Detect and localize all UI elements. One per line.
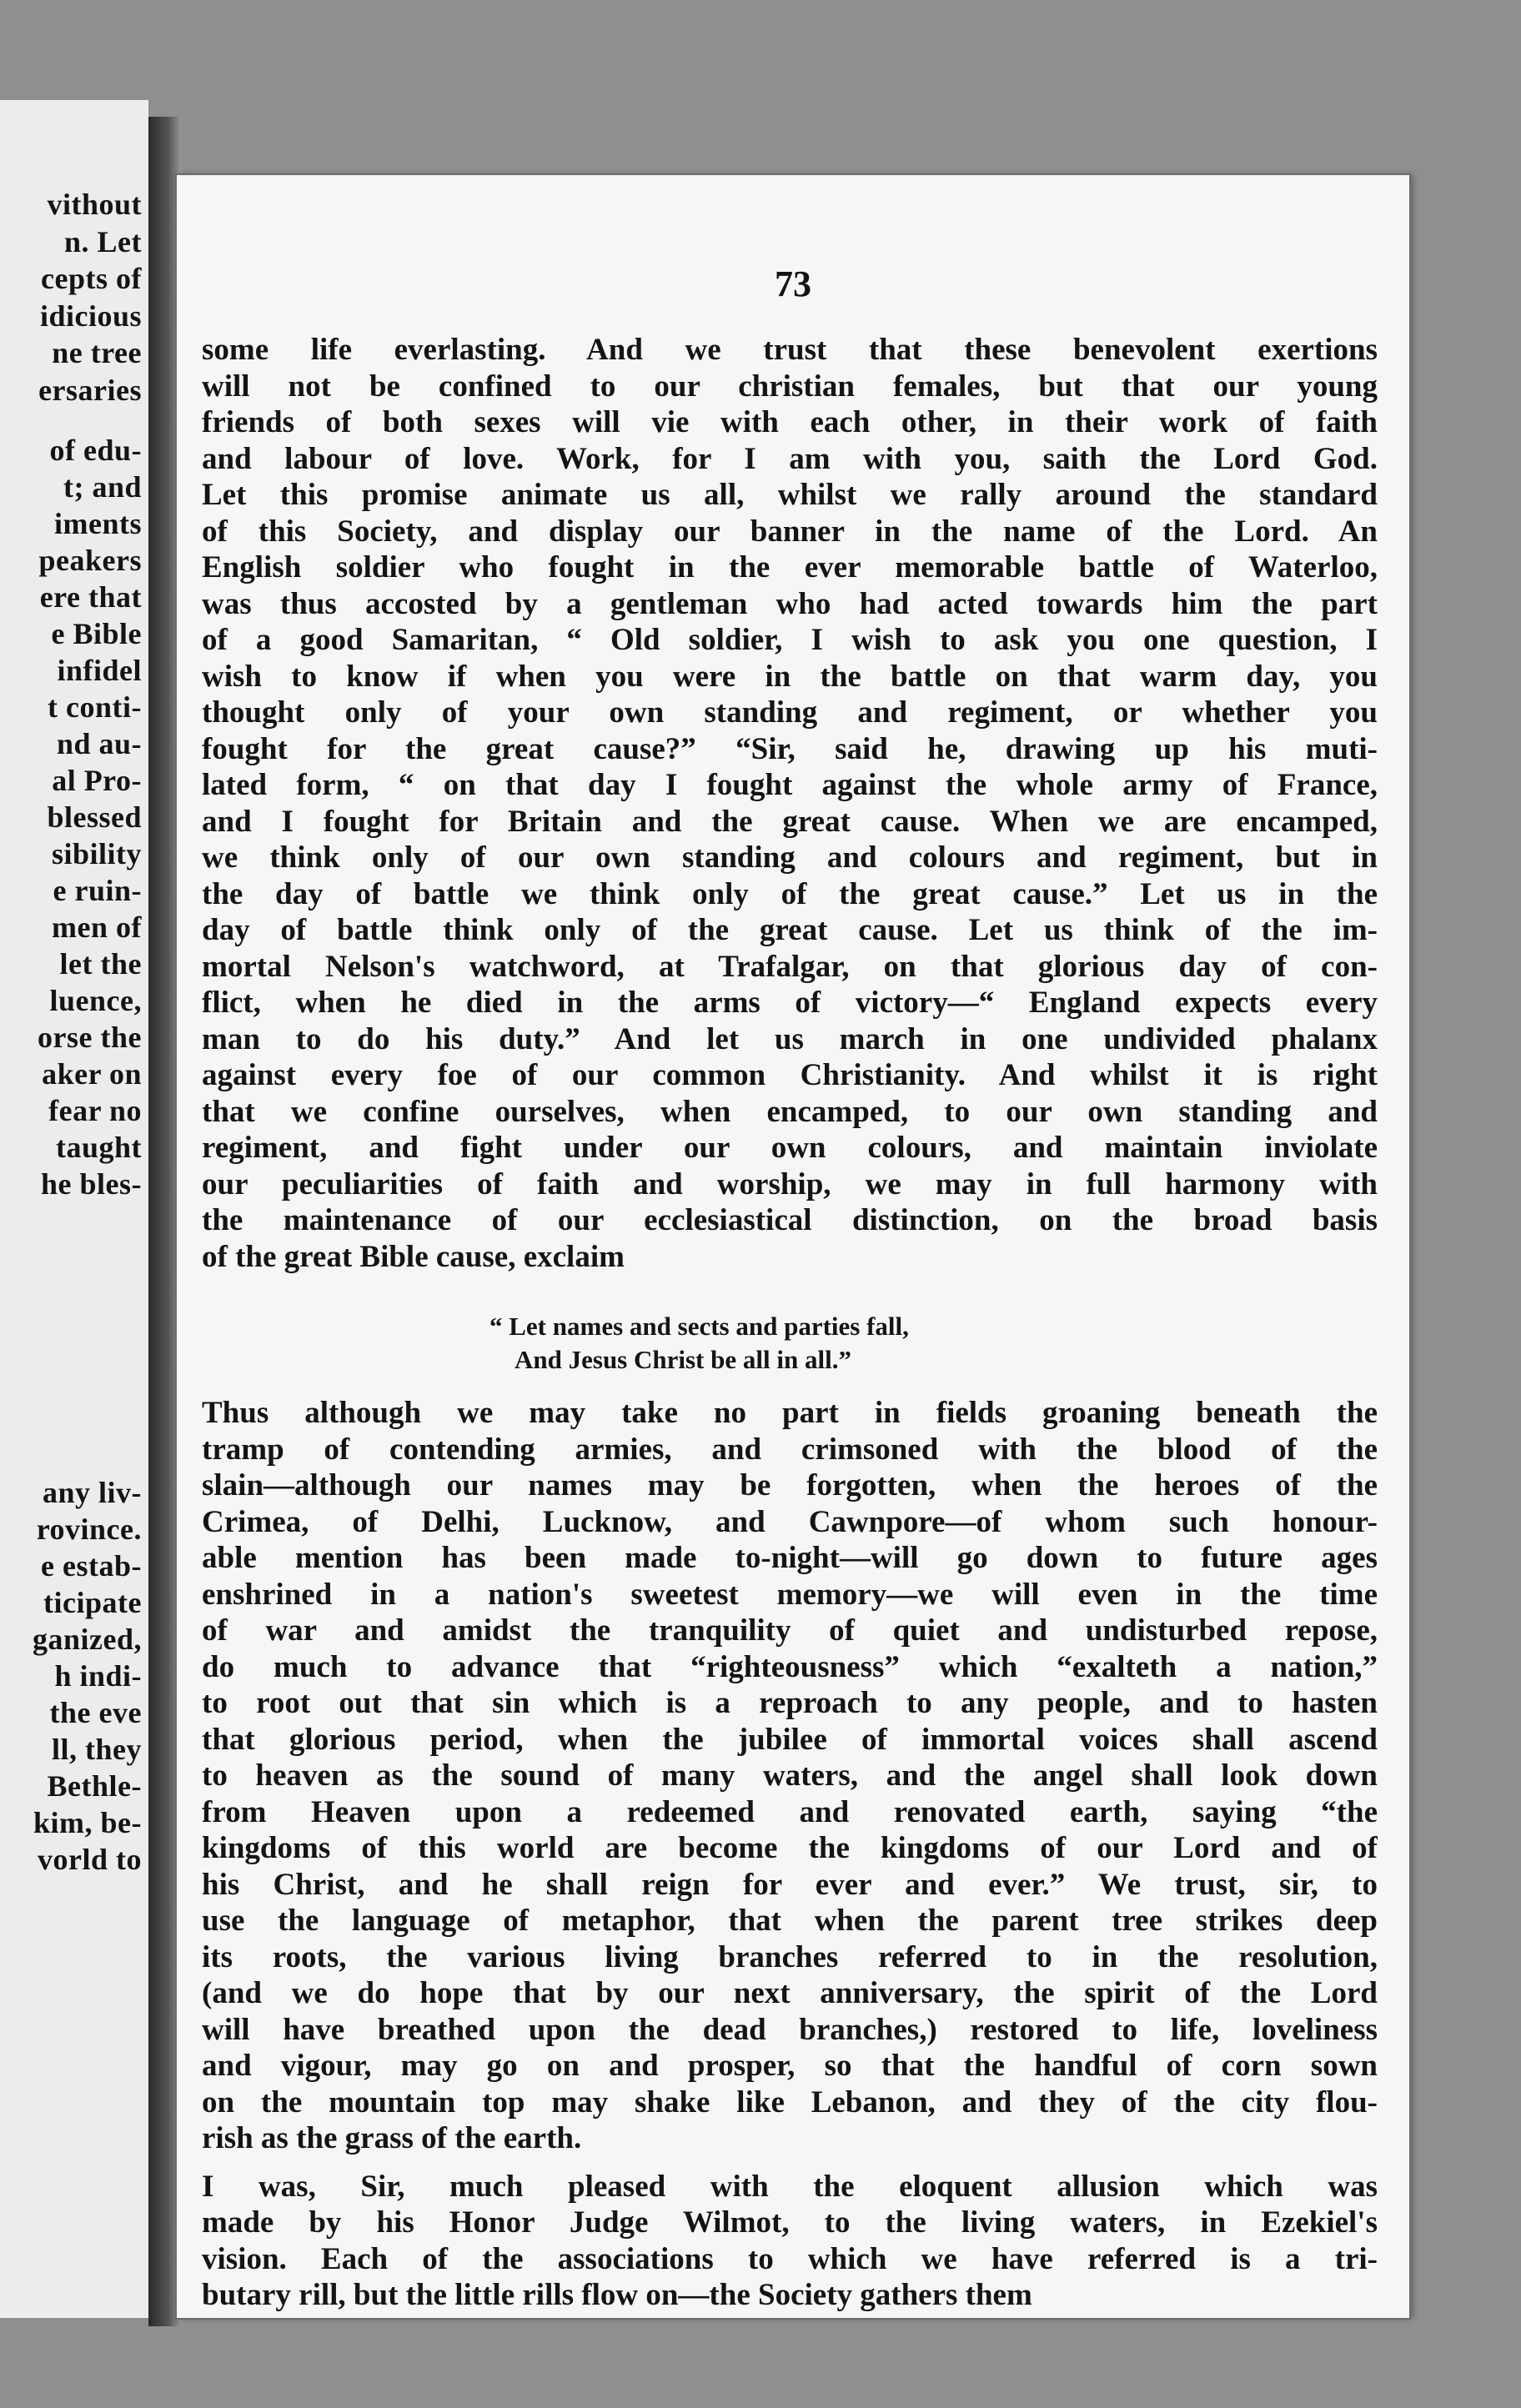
text-line: the day of battle we think only of the great cause.” Let us in the xyxy=(202,876,1378,911)
left-page-line: kim, be- xyxy=(33,1806,142,1839)
left-page-line: of edu- xyxy=(49,434,142,467)
left-page-line: ticipate xyxy=(43,1586,142,1619)
text-line: of war and amidst the tranquility of quiet and undisturbed repose, xyxy=(202,1613,1378,1648)
left-page-line: iments xyxy=(54,507,142,540)
left-page-line: t; and xyxy=(63,470,142,504)
left-page-line: ganized, xyxy=(32,1623,142,1656)
page-body xyxy=(202,332,1378,2314)
text-line: his Christ, and he shall reign for ever and ever.” We trust, sir, to xyxy=(202,1867,1378,1902)
text-line: butary rill, but the little rills flow on—the Society gathers them xyxy=(202,2278,1032,2312)
verse-quote xyxy=(202,1310,1378,1377)
left-page-line: nd au- xyxy=(56,727,142,760)
text-line: and labour of love. Work, for I am with you, saith the Lord God. xyxy=(202,441,1378,476)
left-page-line: men of xyxy=(52,911,142,944)
text-line: to heaven as the sound of many waters, and the angel shall look down xyxy=(202,1758,1378,1793)
text-line: of a good Samaritan, “ Old soldier, I wish to ask you one question, I xyxy=(202,623,1378,657)
left-page-line: rovince. xyxy=(36,1513,142,1546)
left-page-line: e estab- xyxy=(41,1549,142,1583)
left-page-line: t conti- xyxy=(48,690,142,724)
left-page-line: n. Let xyxy=(64,225,142,258)
text-line: regiment, and fight under our own colours, and maintain inviolate xyxy=(202,1131,1378,1165)
text-line: tramp of contending armies, and crimsoned with the blood of the xyxy=(202,1432,1378,1467)
left-page-line: al Pro- xyxy=(52,764,142,797)
left-page-line: peakers xyxy=(38,544,142,577)
left-page-line: cepts of xyxy=(41,262,142,295)
text-line: I was, Sir, much pleased with the eloquent allusion which was xyxy=(202,2169,1378,2204)
left-page-line: infidel xyxy=(57,654,142,687)
text-line: day of battle think only of the great cause. Let us think of the im- xyxy=(202,913,1378,947)
text-line: that glorious period, when the jubilee of immortal voices shall ascend xyxy=(202,1722,1378,1757)
left-page-line: e ruin- xyxy=(53,874,142,907)
text-line: Crimea, of Delhi, Lucknow, and Cawnpore—of whom such honour- xyxy=(202,1504,1378,1539)
paragraph-3 xyxy=(202,2169,1378,2314)
text-line: flict, when he died in the arms of victory—“ England expects every xyxy=(202,986,1378,1020)
text-line: of this Society, and display our banner in the name of the Lord. An xyxy=(202,514,1378,549)
left-page-line: he bles- xyxy=(41,1167,142,1201)
quote-line: “ Let names and sects and parties fall, xyxy=(489,1312,909,1341)
left-page-line: the eve xyxy=(49,1696,142,1729)
left-page-line: vorld to xyxy=(38,1843,142,1876)
quote-line: And Jesus Christ be all in all.” xyxy=(515,1345,851,1374)
left-page-line: let the xyxy=(59,947,142,981)
text-line: Let this promise animate us all, whilst we rally around the standard xyxy=(202,478,1378,512)
text-line: to root out that sin which is a reproach to any people, and to hasten xyxy=(202,1686,1378,1720)
left-page-line: ersaries xyxy=(38,374,142,407)
text-line: kingdoms of this world are become the kingdoms of our Lord and of xyxy=(202,1831,1378,1865)
text-line: and I fought for Britain and the great cause. When we are encamped, xyxy=(202,804,1378,839)
left-page-line: ll, they xyxy=(52,1733,142,1766)
text-line: slain—although our names may be forgotten, when the heroes of the xyxy=(202,1468,1378,1502)
left-page-line: luence, xyxy=(49,984,142,1017)
text-line: that we confine ourselves, when encamped, to our own standing and xyxy=(202,1094,1378,1129)
text-line: some life everlasting. And we trust that these benevolent exertions xyxy=(202,333,1378,367)
text-line: made by his Honor Judge Wilmot, to the living waters, in Ezekiel's xyxy=(202,2205,1378,2240)
text-line: we think only of our own standing and colours and regiment, but in xyxy=(202,840,1378,875)
text-line: friends of both sexes will vie with each other, in their work of faith xyxy=(202,405,1378,439)
text-line: Thus although we may take no part in fields groaning beneath the xyxy=(202,1396,1378,1430)
left-page-line: idicious xyxy=(39,299,142,333)
text-line: enshrined in a nation's sweetest memory—we will even in the time xyxy=(202,1577,1378,1612)
text-line: was thus accosted by a gentleman who had acted towards him the part xyxy=(202,586,1378,621)
left-page-line: vithout xyxy=(47,188,142,221)
text-line: able mention has been made to-night—will go down to future ages xyxy=(202,1541,1378,1575)
text-line: do much to advance that “righteousness” which “exalteth a nation,” xyxy=(202,1649,1378,1684)
left-page-line: any liv- xyxy=(42,1476,142,1509)
paragraph-2 xyxy=(202,1395,1378,2157)
text-line: lated form, “ on that day I fought against the whole army of France, xyxy=(202,768,1378,802)
left-page-line: fear no xyxy=(48,1094,142,1127)
text-line: will not be confined to our christian females, but that our young xyxy=(202,369,1378,404)
text-line: will have breathed upon the dead branches,) restored to life, loveliness xyxy=(202,2012,1378,2047)
text-line: on the mountain top may shake like Lebanon, and they of the city flou- xyxy=(202,2084,1378,2120)
text-line: wish to know if when you were in the battle on that warm day, you xyxy=(202,659,1378,694)
text-line: English soldier who fought in the ever memorable battle of Waterloo, xyxy=(202,550,1378,584)
text-line: mortal Nelson's watchword, at Trafalgar, on that glorious day of con- xyxy=(202,949,1378,984)
text-line: (and we do hope that by our next anniversary, the spirit of the Lord xyxy=(202,1976,1378,2010)
text-line: the maintenance of our ecclesiastical distinction, on the broad basis xyxy=(202,1203,1378,1237)
left-page-line: h indi- xyxy=(54,1659,142,1693)
text-line: rish as the grass of the earth. xyxy=(202,2121,582,2155)
text-line: vision. Each of the associations to which we have referred is a tri- xyxy=(202,2241,1378,2276)
text-line: against every foe of our common Christianity. And whilst it is right xyxy=(202,1058,1378,1092)
text-line: of the great Bible cause, exclaim xyxy=(202,1239,625,1274)
left-page-line: Bethle- xyxy=(47,1769,142,1803)
left-page-line: blessed xyxy=(47,800,142,834)
left-page-line: ne tree xyxy=(52,336,142,369)
left-page-line: orse the xyxy=(38,1021,142,1054)
text-line: man to do his duty.” And let us march in one undivided phalanx xyxy=(202,1021,1378,1056)
left-page-line: sibility xyxy=(51,837,142,870)
paragraph-1 xyxy=(202,332,1378,1275)
facing-page xyxy=(0,100,148,2318)
text-line: and vigour, may go on and prosper, so that the handful of corn sown xyxy=(202,2049,1378,2083)
book-page xyxy=(177,175,1409,2318)
left-page-line: e Bible xyxy=(51,617,142,650)
text-line: from Heaven upon a redeemed and renovated earth, saying “the xyxy=(202,1794,1378,1829)
text-line: use the language of metaphor, that when the parent tree strikes deep xyxy=(202,1904,1378,1938)
text-line: its roots, the various living branches referred to in the resolution, xyxy=(202,1939,1378,1974)
left-page-line: aker on xyxy=(42,1057,142,1091)
text-line: thought only of your own standing and regiment, or whether you xyxy=(202,695,1378,730)
left-page-line: ere that xyxy=(39,580,142,614)
text-line: fought for the great cause?” “Sir, said he, drawing up his muti- xyxy=(202,731,1378,766)
page-number: 73 xyxy=(775,263,811,304)
text-line: our peculiarities of faith and worship, we may in full harmony with xyxy=(202,1166,1378,1201)
left-page-line: taught xyxy=(55,1131,142,1164)
